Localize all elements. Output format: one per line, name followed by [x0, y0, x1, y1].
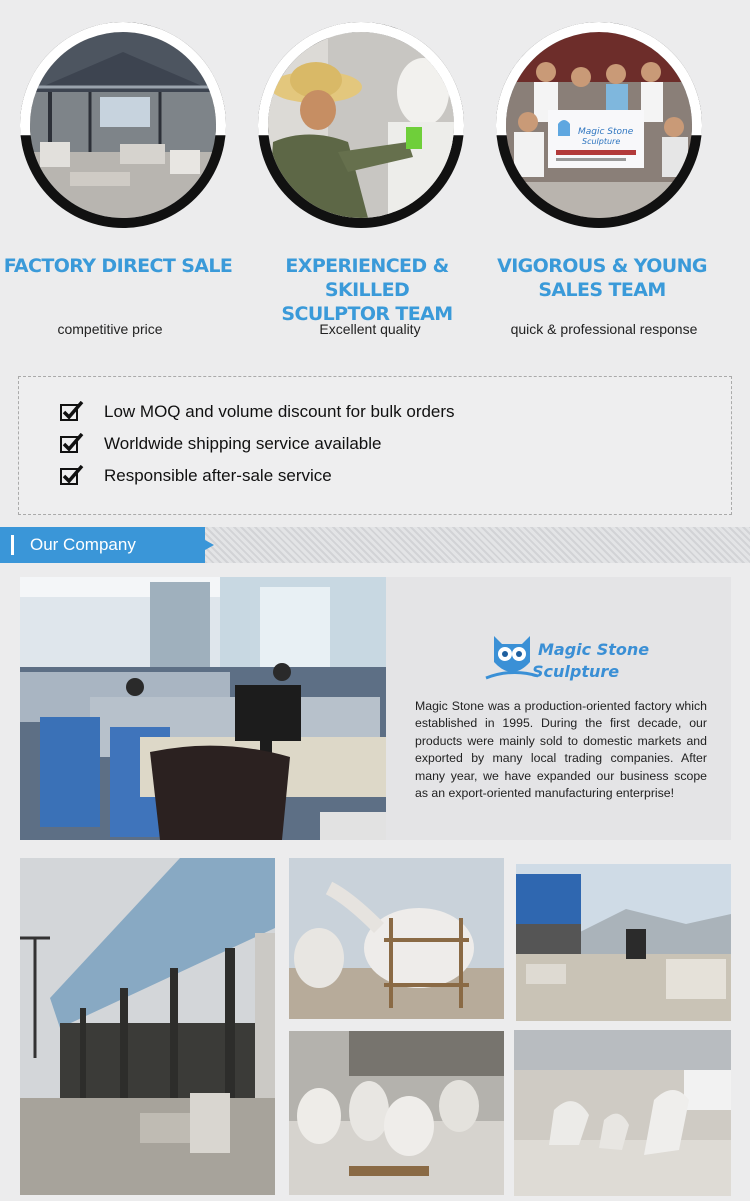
feature-title-sales: VIGOROUS & YOUNG SALES TEAM	[497, 255, 707, 301]
feature-image-sales-team	[496, 22, 702, 228]
benefit-item: Responsible after-sale service	[104, 466, 332, 485]
feature-subtitle-sales: quick & professional response	[510, 321, 698, 337]
feature-image-sculptor	[258, 22, 464, 228]
section-tab	[0, 527, 205, 563]
office-photo	[20, 577, 386, 840]
checkbox-checked-icon	[60, 433, 84, 453]
checkbox-checked-icon	[60, 401, 84, 421]
horse-sculptures-photo	[514, 1030, 731, 1196]
checkbox-checked-icon	[60, 465, 84, 485]
company-logo-line2: Sculpture	[532, 662, 620, 681]
benefit-item: Low MOQ and volume discount for bulk orders	[104, 402, 455, 421]
feature-subtitle-factory: competitive price	[57, 321, 163, 337]
section-title: Our Company	[30, 535, 136, 554]
company-description: Magic Stone was a production-oriented factory which established in 1995. During the first decade, our products were mainly sold to domestic markets and exported by many local trading companies. After many year, we have expanded our business scope as an export-oriented manufacturing enterprise!	[415, 699, 707, 801]
feature-title-sculptor: EXPERIENCED & SKILLED SCULPTOR TEAM	[281, 255, 453, 325]
section-marker	[11, 535, 14, 555]
feature-image-factory	[20, 22, 226, 228]
section-header-bar	[0, 527, 750, 563]
animal-sculptures-photo	[289, 1031, 504, 1195]
benefit-item: Worldwide shipping service available	[104, 434, 382, 453]
elephant-sculpture-photo	[289, 858, 504, 1019]
banner-subtext: Sculpture	[582, 137, 621, 146]
feature-subtitle-sculptor: Excellent quality	[319, 321, 421, 337]
banner-text: Magic Stone	[578, 127, 634, 137]
factory-yard-photo	[516, 864, 731, 1021]
company-logo-line1: Magic Stone	[538, 640, 650, 659]
factory-shed-photo	[20, 858, 275, 1195]
feature-title-factory: FACTORY DIRECT SALE	[3, 255, 233, 277]
